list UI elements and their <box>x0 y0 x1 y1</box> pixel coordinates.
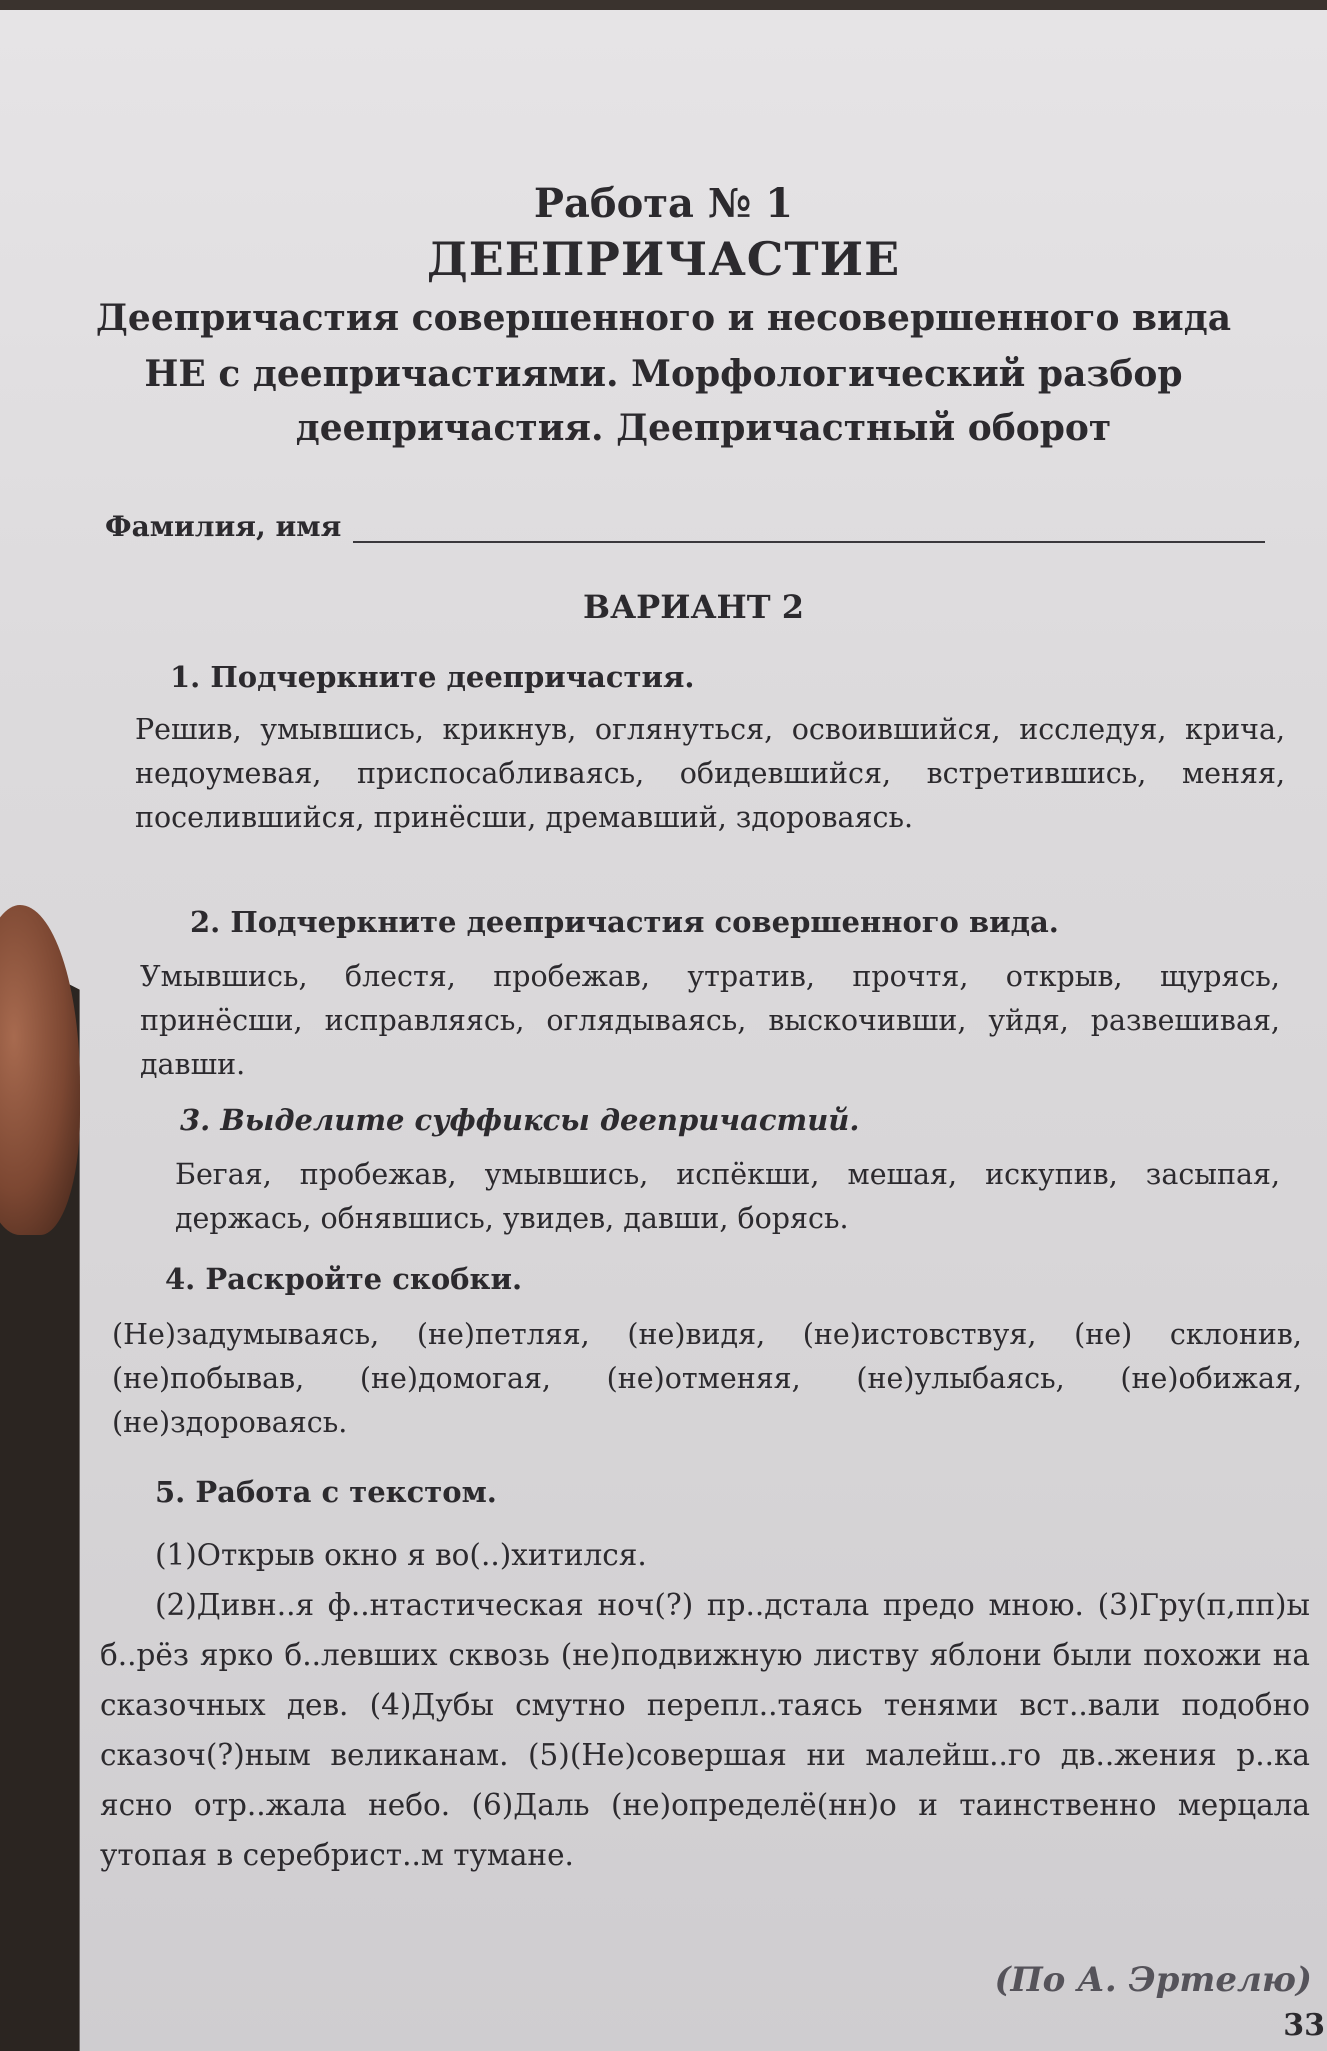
task-4-text: (Не)задумываясь, (не)петляя, (не)видя, (не)истовствуя, (не) склонив, (не)побывав, (не)домогая, (не)отменяя, (не)улыбаясь, (не)обижая, (не)здороваясь. <box>112 1318 1302 1439</box>
task-2-text: Умывшись, блестя, пробежав, утратив, прочтя, открыв, щурясь, принёсши, исправляясь, оглядываясь, выскочивши, уйдя, развешивая, давши. <box>140 960 1280 1081</box>
task-5-line-1: (1)Открыв окно я во(..)хитился. <box>155 1538 647 1572</box>
name-label: Фамилия, имя <box>105 510 342 543</box>
topic-title: ДЕЕПРИЧАСТИЕ <box>426 232 901 286</box>
page-number: 33 <box>1283 2008 1325 2043</box>
task-4-title: 4. Раскройте скобки. <box>165 1262 523 1296</box>
task-5-text: (2)Дивн..я ф..нтастическая ноч(?) пр..дстала предо мною. (3)Гру(п,пп)ы б..рёз ярко б..левших сквозь (не)подвижную листву яблони были похожи на сказочных дев. (4)Дубы смутно перепл..таясь тенями вст..вали подобно сказоч(?)ным великанам. (5)(Не)совершая ни малейш..го дв..жения р..ка ясно отр..жала небо. (6)Даль (не)определё(нн)о и таинственно мерцала утопая в серебрист..м тумане. <box>100 1588 1310 1872</box>
work-title: Работа № 1 <box>533 180 794 227</box>
task-5-title: 5. Работа с текстом. <box>155 1475 497 1509</box>
subtitle-line-2: НЕ с деепричастиями. Морфологический разбор <box>144 353 1183 395</box>
name-blank-line[interactable] <box>353 517 1265 543</box>
subtitle-line-1: Деепричастия совершенного и несовершенного вида <box>95 297 1232 339</box>
task-1-title: 1. Подчеркните деепричастия. <box>170 660 695 694</box>
task-3-text: Бегая, пробежав, умывшись, испёкши, мешая, искупив, засыпая, держась, обнявшись, увидев, давши, борясь. <box>175 1158 1280 1235</box>
source-attribution: (По А. Эртелю) <box>994 1960 1312 2000</box>
subtitle-line-3: деепричастия. Деепричастный оборот <box>295 407 1112 449</box>
task-1-text: Решив, умывшись, крикнув, оглянуться, освоившийся, исследуя, крича, недоумевая, приспосабливаясь, обидевшийся, встретившись, меняя, поселившийся, принёсши, дремавший, здороваясь. <box>135 713 1285 834</box>
variant-heading: ВАРИАНТ 2 <box>583 588 804 626</box>
task-2-title: 2. Подчеркните деепричастия совершенного вида. <box>190 905 1059 939</box>
task-3-title: 3. Выделите суффиксы деепричастий. <box>180 1103 860 1137</box>
task-5-text-block <box>100 1530 1310 1880</box>
name-field-row <box>105 510 1265 543</box>
